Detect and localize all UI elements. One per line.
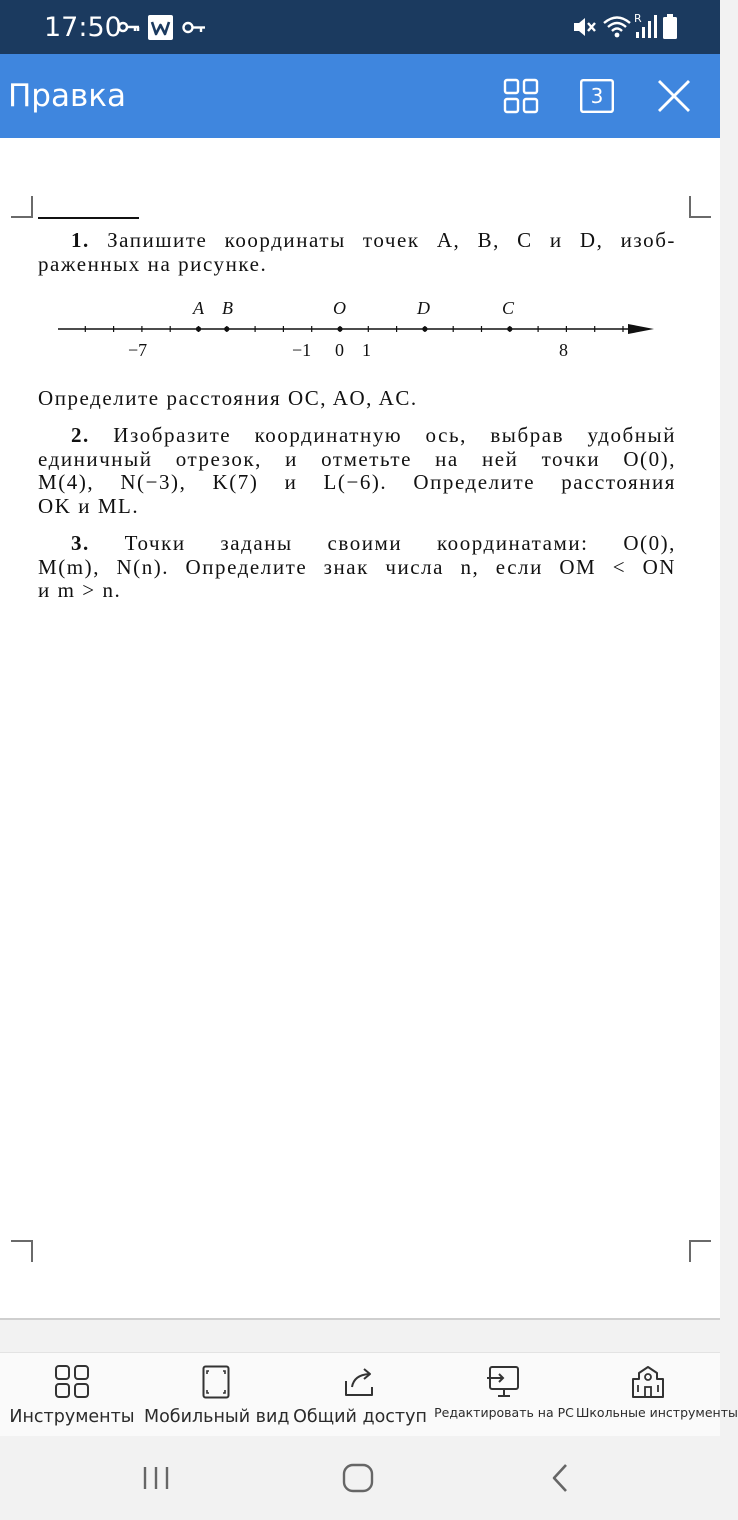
exercise-2-line-4: OK и ML.	[38, 493, 140, 518]
toolbar-mobile-view-label: Мобильный вид	[144, 1407, 290, 1427]
point-label-b: B	[222, 298, 233, 318]
point-d	[422, 326, 427, 331]
exercise-3-line-2: M(m), N(n). Определите знак числа n, если OM < ON	[38, 554, 676, 579]
exercise-2	[38, 424, 676, 518]
document-page[interactable]	[0, 138, 720, 1320]
point-o	[337, 326, 342, 331]
status-time: 17:50	[44, 12, 122, 43]
toolbar-share[interactable]	[288, 1353, 432, 1437]
toolbar-share-label: Общий доступ	[293, 1407, 427, 1427]
header-rule	[38, 217, 139, 219]
tick-label-minus-7: −7	[128, 340, 148, 360]
exercise-3-text: Точки заданы своими координатами: O(0),	[124, 531, 676, 555]
tick-label-1: 1	[362, 340, 371, 360]
tick-label-8: 8	[559, 340, 568, 360]
tick-label-minus-1: −1	[292, 340, 312, 360]
mute-icon	[572, 15, 598, 39]
exercise-1-line-2: раженных на рисунке.	[38, 251, 268, 276]
exercise-3-line-3: и m > n.	[38, 578, 122, 602]
crop-mark-top-left	[11, 196, 33, 218]
crop-mark-bottom-right	[689, 1240, 711, 1262]
exercise-2-text: Изобразите координатную ось, выбрав удобный	[113, 423, 676, 447]
exercise-2-number: 2.	[71, 423, 90, 447]
page-count-badge	[580, 79, 614, 113]
exercise-1-text: Запишите координаты точек A, B, C и D, изоб-	[107, 228, 676, 252]
app-bar	[0, 54, 720, 138]
crop-mark-top-right	[689, 196, 711, 218]
wifi-icon	[602, 14, 632, 40]
status-bar	[0, 0, 720, 54]
key-icon	[118, 19, 140, 35]
wps-office-icon	[148, 15, 173, 40]
crop-mark-bottom-left	[11, 1240, 33, 1262]
exercise-2-line-1	[38, 424, 676, 448]
edit-on-pc-icon	[486, 1365, 522, 1399]
number-line-axis	[58, 324, 654, 334]
toolbar-tools[interactable]	[0, 1353, 144, 1437]
toolbar-mobile-view[interactable]	[144, 1353, 288, 1437]
back-icon	[550, 1463, 570, 1493]
grid-view-icon	[503, 78, 539, 114]
signal-roaming-mark: R	[634, 12, 642, 25]
page-count-label: 3	[590, 84, 604, 108]
bottom-toolbar	[0, 1352, 738, 1436]
toolbar-school-tools-label: Школьные инструменты	[576, 1405, 738, 1420]
page-count-button[interactable]	[573, 72, 621, 120]
recent-apps-button[interactable]	[126, 1458, 186, 1498]
share-icon	[342, 1365, 378, 1399]
exercise-2-line-3: M(4), N(−3), K(7) и L(−6). Определите расстояния	[38, 470, 676, 494]
exercise-3-line-1	[38, 532, 676, 556]
point-c	[507, 326, 512, 331]
home-icon	[342, 1463, 374, 1493]
close-button[interactable]	[650, 72, 698, 120]
exercise-3-number: 3.	[71, 531, 90, 555]
battery-icon	[662, 14, 678, 40]
home-button[interactable]	[328, 1458, 388, 1498]
exercise-2-line-2: единичный отрезок, и отметьте на ней точки O(0),	[38, 446, 676, 471]
recent-apps-icon	[142, 1465, 170, 1491]
grid-view-button[interactable]	[497, 72, 545, 120]
signal-icon	[634, 12, 658, 40]
toolbar-edit-on-pc-label: Редактировать на PC	[434, 1405, 574, 1420]
point-label-d: D	[417, 298, 430, 318]
mobile-view-icon	[202, 1365, 230, 1399]
point-label-c: C	[502, 298, 515, 318]
tick-label-0: 0	[335, 340, 344, 360]
close-icon	[657, 79, 691, 113]
tools-grid-icon	[54, 1365, 90, 1399]
point-a	[196, 326, 201, 331]
point-label-a: A	[193, 298, 204, 318]
toolbar-school-tools[interactable]	[576, 1353, 738, 1437]
point-b	[224, 326, 229, 331]
point-label-o: O	[333, 298, 346, 318]
toolbar-tools-label: Инструменты	[9, 1407, 135, 1427]
system-navigation-bar	[0, 1436, 720, 1520]
app-title: Правка	[8, 78, 126, 114]
school-icon	[630, 1365, 666, 1399]
vpn-key-icon	[182, 20, 206, 35]
exercise-3	[38, 532, 676, 603]
exercise-1	[38, 229, 676, 276]
number-line-figure	[50, 294, 660, 368]
exercise-1-line-1	[38, 229, 676, 253]
toolbar-edit-on-pc[interactable]	[432, 1353, 576, 1437]
number-line-arrow	[628, 324, 654, 334]
back-button[interactable]	[530, 1458, 590, 1498]
exercise-1-number: 1.	[71, 228, 90, 252]
exercise-1-question: Определите расстояния OC, AO, AC.	[38, 386, 418, 410]
